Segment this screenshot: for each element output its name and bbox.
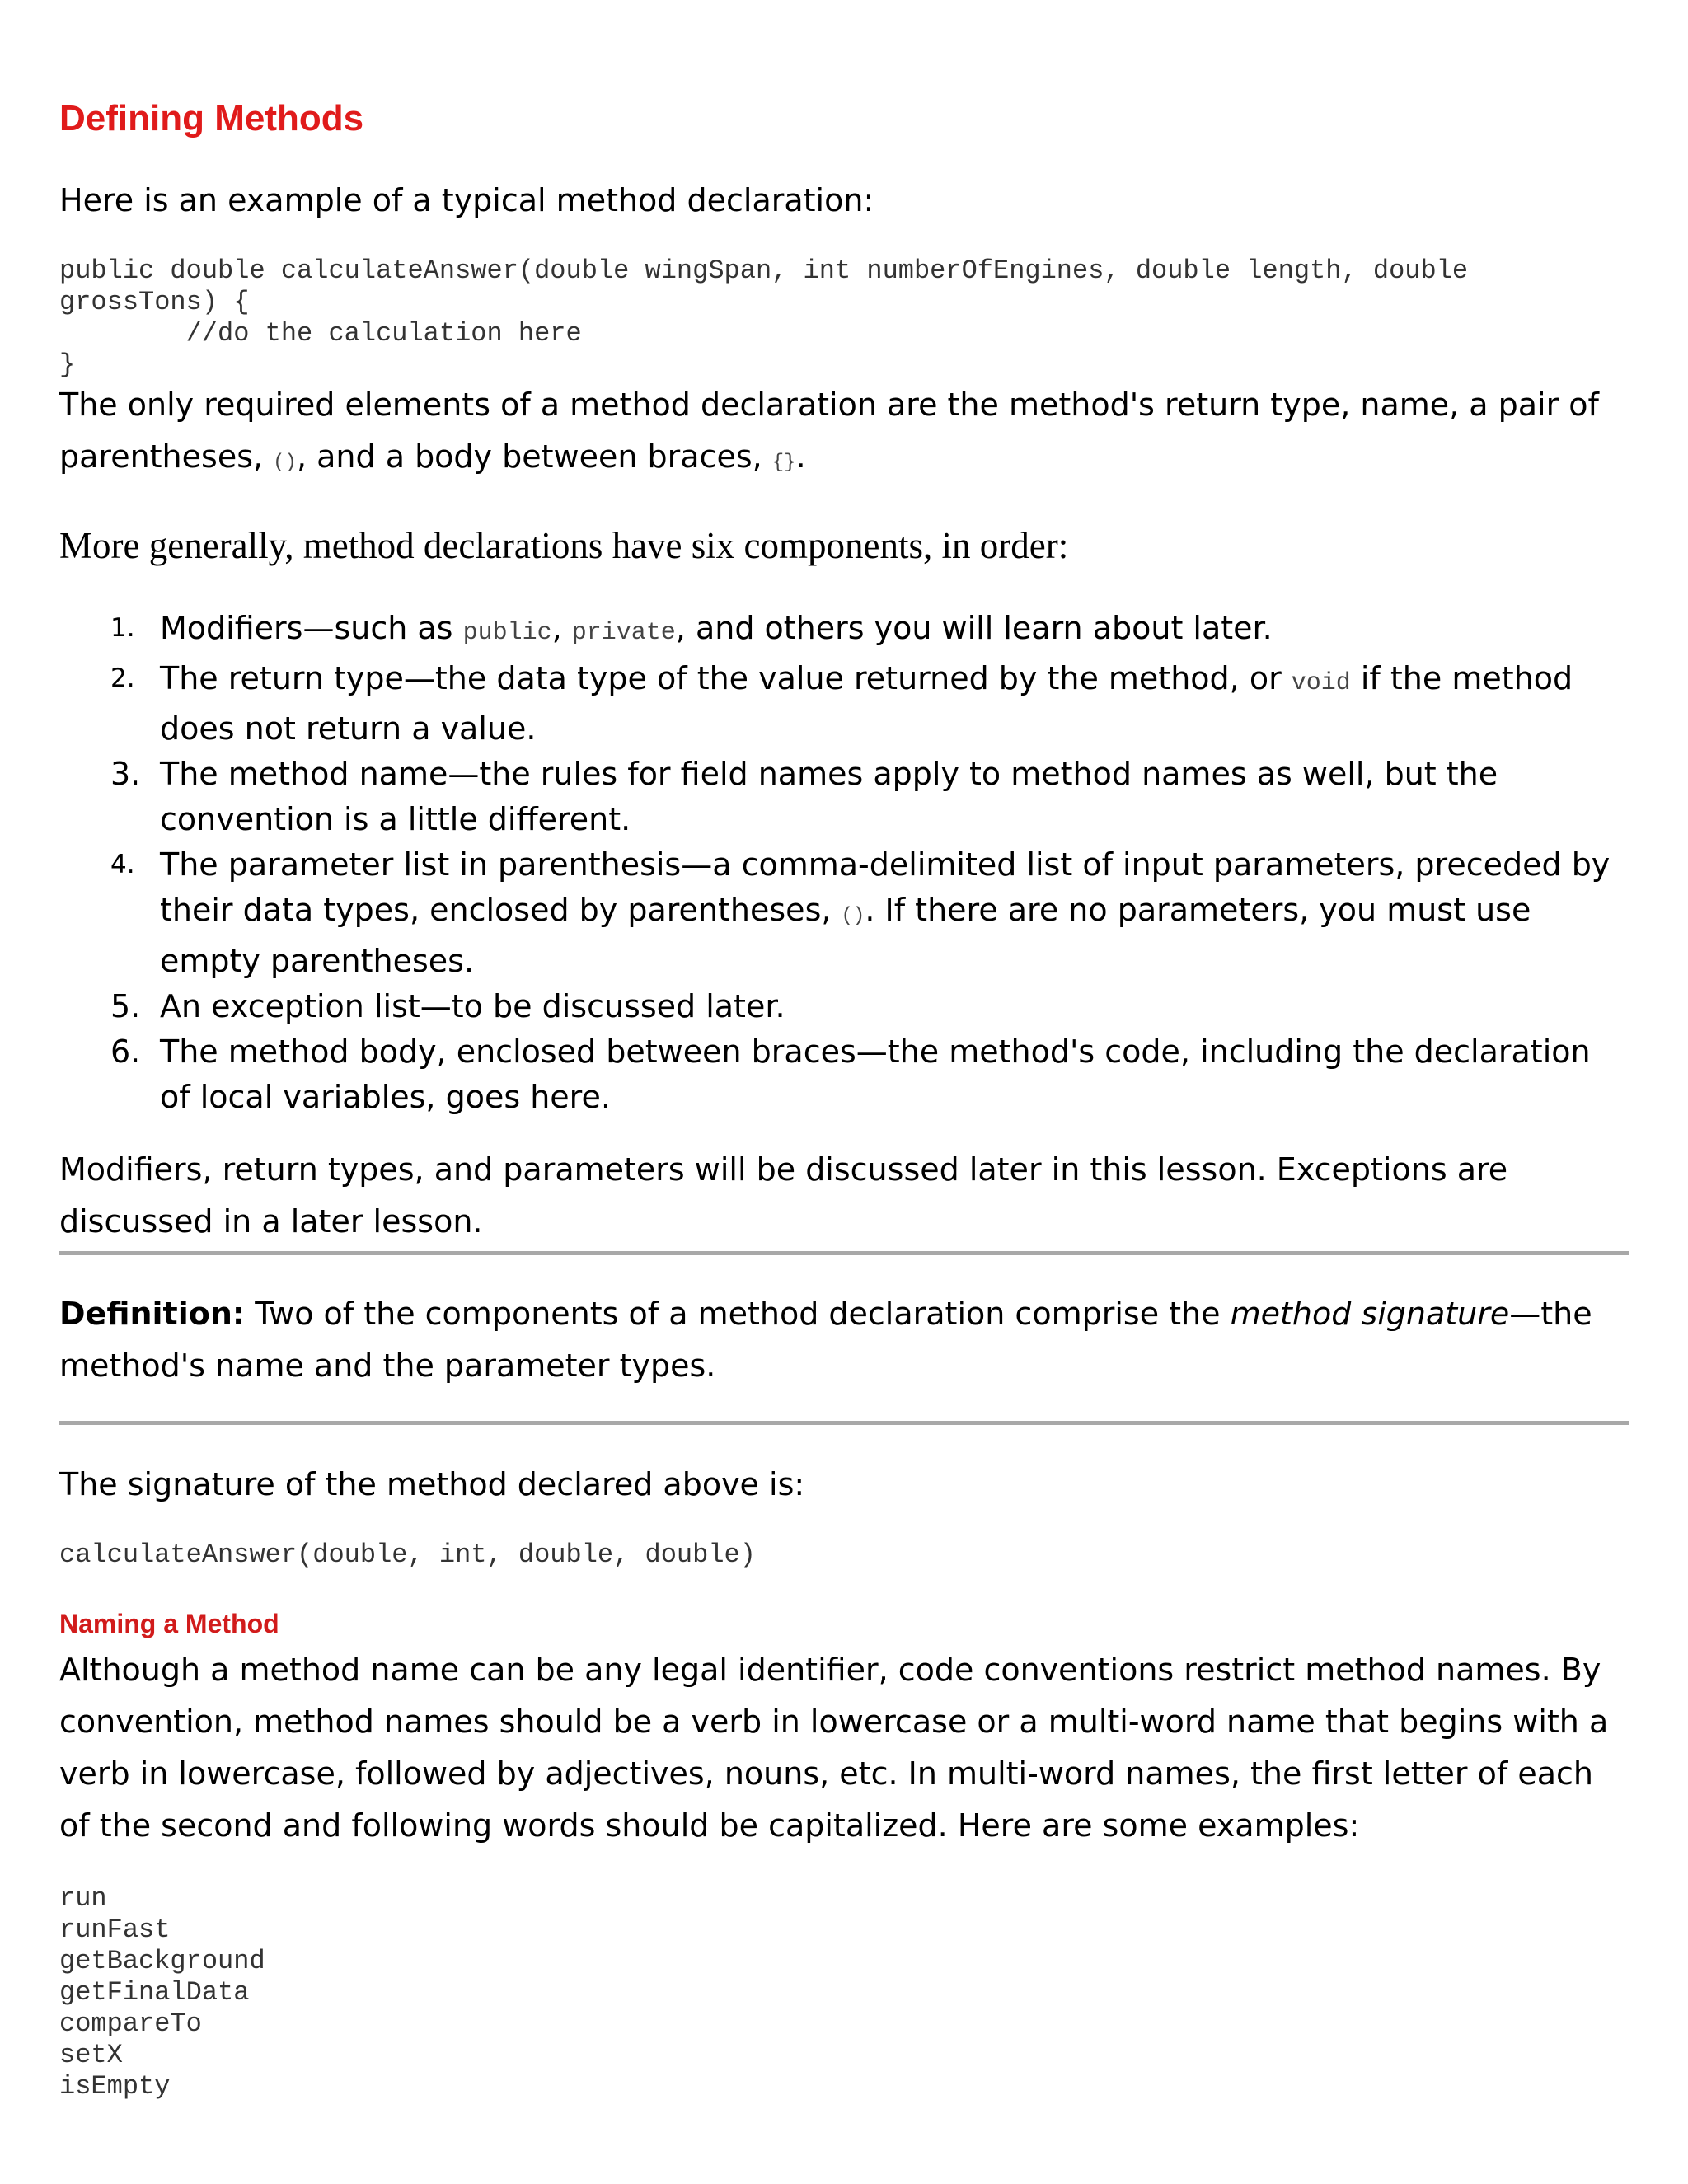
components-list bbox=[59, 606, 1629, 1120]
section-heading: Naming a Method bbox=[59, 1609, 279, 1638]
list-item bbox=[59, 656, 1629, 752]
example-name: setX bbox=[59, 2040, 123, 2070]
list-item bbox=[59, 842, 1629, 984]
example-name: getBackground bbox=[59, 1946, 265, 1976]
list-number: 6. bbox=[110, 1033, 141, 1070]
code-line: public double calculateAnswer(double wingSpan, int numberOfEngines, double length, double bbox=[59, 255, 1469, 286]
text-run: —the method's name and the parameter types. bbox=[59, 1296, 1592, 1384]
modifiers-note: Modifiers, return types, and parameters will be discussed later in this lesson. Exceptions are discussed in a later lesson. bbox=[59, 1151, 1508, 1240]
definition-emphasis: method signature bbox=[1230, 1296, 1510, 1332]
text-run: The return type—the data type of the value returned by the method, or bbox=[160, 660, 1292, 696]
text-run: The method name—the rules for field names apply to method names as well, but the convention is a little different. bbox=[160, 756, 1498, 837]
text-run: The method body, enclosed between braces—the method's code, including the declaration of local variables, goes here. bbox=[160, 1033, 1591, 1115]
example-name: isEmpty bbox=[59, 2071, 171, 2102]
inline-code: () bbox=[273, 452, 297, 474]
intro-text: Here is an example of a typical method declaration: bbox=[59, 182, 874, 218]
divider bbox=[59, 1421, 1629, 1425]
naming-paragraph: Although a method name can be any legal identifier, code conventions restrict method names. By convention, method names should be a verb in lowercase or a multi-word name that begins with a verb in lowercase, followed by adjectives, nouns, etc. In multi-word names, the first letter of each of the second and following words should be capitalized. Here are some examples: bbox=[59, 1652, 1609, 1844]
inline-code: {} bbox=[771, 452, 796, 474]
text-run: . If there are no parameters, you must use empty parentheses. bbox=[160, 892, 1531, 979]
signature-code: calculateAnswer(double, int, double, double) bbox=[59, 1540, 756, 1570]
list-item bbox=[59, 606, 1629, 656]
method-declaration-code bbox=[59, 255, 1468, 381]
list-number: 3. bbox=[110, 756, 141, 792]
text-run: An exception list—to be discussed later. bbox=[160, 988, 785, 1024]
inline-code: void bbox=[1291, 669, 1351, 697]
text-run: , bbox=[551, 610, 572, 646]
definition-label: Definition: bbox=[59, 1296, 246, 1332]
example-name: compareTo bbox=[59, 2008, 202, 2039]
text-run: Modifiers—such as bbox=[160, 610, 463, 646]
code-line: } bbox=[59, 349, 76, 380]
text-run: , and others you will learn about later. bbox=[675, 610, 1273, 646]
list-item bbox=[59, 1029, 1629, 1120]
inline-code: private bbox=[571, 619, 676, 647]
inline-code: public bbox=[462, 619, 552, 647]
text-run: . bbox=[795, 438, 806, 475]
code-line: //do the calculation here bbox=[59, 318, 582, 349]
list-number: 5. bbox=[110, 988, 141, 1024]
list-number: 2. bbox=[110, 663, 135, 693]
signature-intro: The signature of the method declared above is: bbox=[59, 1466, 805, 1502]
text-run: , and a body between braces, bbox=[296, 438, 772, 475]
method-name-examples bbox=[59, 1883, 265, 2102]
example-name: run bbox=[59, 1883, 107, 1914]
divider bbox=[59, 1251, 1629, 1255]
components-intro: More generally, method declarations have six components, in order: bbox=[59, 525, 1069, 566]
text-run: Two of the components of a method declaration comprise the bbox=[245, 1296, 1231, 1332]
list-item bbox=[59, 752, 1629, 842]
list-item bbox=[59, 984, 1629, 1029]
inline-code: () bbox=[841, 905, 865, 927]
definition-box bbox=[59, 1288, 1629, 1392]
list-number: 4. bbox=[110, 850, 135, 879]
text-run: The only required elements of a method declaration are the method's return type, name, a pair of parentheses, bbox=[59, 387, 1599, 475]
required-elements-paragraph bbox=[59, 379, 1629, 489]
page-title: Defining Methods bbox=[59, 98, 364, 138]
list-number: 1. bbox=[110, 613, 135, 643]
text-run: if the method does not return a value. bbox=[160, 660, 1573, 747]
example-name: getFinalData bbox=[59, 1977, 250, 2008]
text-run: The parameter list in parenthesis—a comma-delimited list of input parameters, preceded by their data types, enclosed by parentheses, bbox=[160, 846, 1611, 928]
example-name: runFast bbox=[59, 1915, 171, 1945]
code-line: grossTons) { bbox=[59, 287, 250, 317]
